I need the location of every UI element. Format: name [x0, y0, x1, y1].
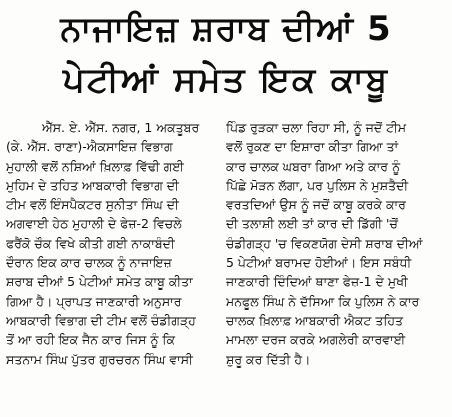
left-column-line: ਸ਼ਰਾਬ ਦੀਆਂ 5 ਪੇਟੀਆਂ ਸਮੇਤ ਕਾਬੂ ਕੀਤਾ [6, 274, 193, 290]
left-column-line: ਸਤਨਾਮ ਸਿੰਘ ਪੁੱਤਰ ਗੁਰਚਰਨ ਸਿੰਘ ਵਾਸੀ [6, 351, 193, 367]
left-column-line: ਆਬਕਾਰੀ ਵਿਭਾਗ ਦੀ ਟੀਮ ਵਲੋਂ ਚੰਡੀਗੜ੍ਹ [6, 312, 196, 328]
article-body [4, 118, 446, 409]
right-column-line: ਪਿੱਛੇ ਮੋੜਨ ਲੱਗਾ, ਪਰ ਪੁਲਿਸ ਨੇ ਮੁਸ਼ਤੈਦੀ [226, 177, 409, 193]
left-column-line: (ਕੇ. ਐੱਸ. ਰਾਣਾ)-ਐਕਸਾਇਜ਼ ਵਿਭਾਗ [6, 139, 173, 155]
left-column-line: ਤੋਂ ਆ ਰਹੀ ਇਕ ਜੈਨ ਕਾਰ ਜਿਸ ਨੂੰ ਕਿ [6, 332, 175, 348]
right-column-line: ਮਨਫੂਲ ਸਿੰਘ ਨੇ ਦੱਸਿਆ ਕਿ ਪੁਲਿਸ ਨੇ ਕਾਰ [226, 293, 420, 309]
right-column-line: ਜਾਣਕਾਰੀ ਦਿੰਦਿਆਂ ਥਾਣਾ ਫੇਜ਼-1 ਦੇ ਮੁਖੀ [226, 274, 408, 290]
left-column-line: ਮੁਹਿਮ ਦੇ ਤਹਿਤ ਆਬਕਾਰੀ ਵਿਭਾਗ ਦੀ [6, 177, 179, 193]
left-column-line: ਗਿਆ ਹੈ। ਪ੍ਰਾਪਤ ਜਾਣਕਾਰੀ ਅਨੁਸਾਰ [6, 293, 182, 309]
left-column-line: ਐੱਸ. ਏ. ਐੱਸ. ਨਗਰ, 1 ਅਕਤੂਬਰ [42, 120, 200, 135]
right-column-line: ਚਾਲਕ ਖ਼ਿਲਾਫ਼ ਆਬਕਾਰੀ ਐਕਟ ਤਹਿਤ [226, 312, 404, 328]
left-column-line: ਅਗਵਾਈ ਹੇਠ ਮੁਹਾਲੀ ਦੇ ਫੇਜ਼-2 ਵਿਚਲੇ [6, 216, 182, 232]
right-column [224, 118, 446, 409]
right-column-line: 5 ਪੇਟੀਆਂ ਬਰਾਮਦ ਹੋਈਆਂ। ਇਸ ਸਬੰਧੀ [226, 255, 412, 271]
right-column-line: ਦੀ ਤਲਾਸ਼ੀ ਲਈ ਤਾਂ ਕਾਰ ਦੀ ਡਿੱਗੀ 'ਚੋਂ [226, 216, 398, 232]
right-column-line: ਪਿੰਡ ਰੁੜਕਾ ਚਲਾ ਰਿਹਾ ਸੀ, ਨੂੰ ਜਦੋਂ ਟੀਮ [226, 120, 407, 135]
headline-line-1: ਨਾਜਾਇਜ਼ ਸ਼ਰਾਬ ਦੀਆਂ 5 [60, 9, 392, 49]
headline [6, 4, 446, 106]
left-column-line: ਦੌਰਾਨ ਇਕ ਕਾਰ ਚਾਲਕ ਨੂੰ ਨਾਜਾਇਜ਼ [6, 255, 172, 271]
left-column-line: ਮੁਹਾਲੀ ਵਲੋਂ ਨਸ਼ਿਆਂ ਖ਼ਿਲਾਫ਼ ਵਿੱਢੀ ਗਈ [6, 158, 184, 174]
right-column-line: ਮਾਮਲਾ ਦਰਜ ਕਰਕੇ ਅਗਲੇਰੀ ਕਾਰਵਾਈ [226, 332, 406, 348]
right-column-line: ਕਾਰ ਚਾਲਕ ਘਬਰਾ ਗਿਆ ਅਤੇ ਕਾਰ ਨੂੰ [226, 158, 401, 174]
left-column [4, 118, 224, 409]
left-column-line: ਟੀਮ ਵਲੋਂ ਇੰਸਪੈਕਟਰ ਸੁਨੀਤਾ ਸਿੰਘ ਦੀ [6, 197, 179, 213]
left-column-line: ਫਰੈਂਕੋ ਚੌਕ ਵਿਖੇ ਕੀਤੀ ਗਈ ਨਾਕਾਬੰਦੀ [6, 235, 175, 251]
headline-line-2: ਪੇਟੀਆਂ ਸਮੇਤ ਇਕ ਕਾਬੂ [62, 60, 390, 100]
right-column-line: ਵਲੋਂ ਰੁਕਣ ਦਾ ਇਸ਼ਾਰਾ ਕੀਤਾ ਗਿਆ ਤਾਂ [226, 139, 399, 155]
right-column-line: ਵਰਤਦਿਆਂ ਉਸ ਨੂੰ ਜਦੋਂ ਕਾਬੂ ਕਰਕੇ ਕਾਰ [226, 197, 406, 213]
right-column-line: ਸ਼ੁਰੂ ਕਰ ਦਿੱਤੀ ਹੈ। [226, 351, 311, 367]
right-column-line: ਚੰਡੀਗੜ੍ਹ 'ਚ ਵਿਕਣਯੋਗ ਦੇਸੀ ਸ਼ਰਾਬ ਦੀਆਂ [226, 235, 423, 251]
